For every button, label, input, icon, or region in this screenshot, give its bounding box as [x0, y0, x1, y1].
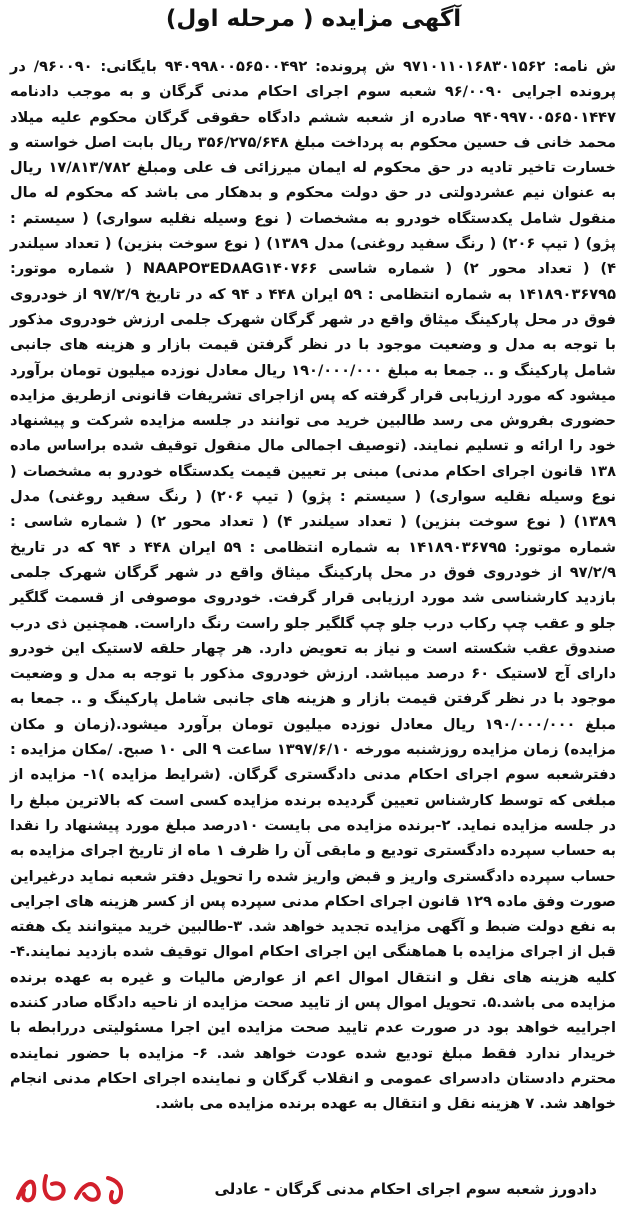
page-title: آگهی مزایده ( مرحله اول): [165, 6, 462, 32]
red-stamp-handwriting: [12, 1168, 132, 1208]
announcement-body: ش نامه: ۹۷۱۰۱۱۰۱۶۸۳۰۱۵۶۲ ش پرونده: ۹۴۰۹۹۸۰۰۵۶۵۰۰۴۹۲ بایگانی: ۹۶۰۰۹۰/ در پرونده اجرایی ۹۶/۰۰۹۰ شعبه سوم اجرای احکام مدنی گرگان و به موجب دادنامه ۹۴۰۹۹۷۰۰۵۶۵۰۱۴۴۷ صادره از شعبه ششم دادگاه حقوقی گرگان محکوم علیه میلاد محمد خانی ف حسین محکوم به پرداخت مبلغ ۳۵۶/۲۷۵/۶۴۸ ریال بابت اصل خواسته و خسارت تاخیر تادیه در حق محکوم له ایمان میرزائی ف علی ومبلغ ۱۷/۸۱۳/۷۸۲ ریال به عنوان نیم عشردولتی در حق دولت محکوم و بدهکار می باشد که محکوم له مال منقول شامل یکدستگاه خودرو به مشخصات ( نوع وسیله نقلیه سواری) ( سیستم : پژو) ( تیپ ۲۰۶) ( رنگ سفید روغنی) مدل ۱۳۸۹) ( نوع سوخت بنزین) ( تعداد سیلندر ۴) ( تعداد محور ۲) ( شماره شاسی NAAPO۳ED۸AG۱۴۰۷۶۶ ( شماره موتور: ۱۴۱۸۹۰۳۶۷۹۵ به شماره انتظامی : ۵۹ ایران ۴۴۸ د ۹۴ که در تاریخ ۹۷/۲/۹ از خودروی فوق در محل پارکینگ میثاق واقع در شهر گرگان شهرک جلمی ارزش خودروی مذکور با توجه به مدل و وضعیت موجود با در نظر گرفتن قیمت بازار و هزینه های جانبی شامل پارکینگ و .. جمعا به مبلغ ۱۹۰/۰۰۰/۰۰۰ ریال معادل نوزده میلیون تومان برآورد میشود که مورد ارزیابی قرار گرفته که پس ازاجرای تشریفات قانونی ازطریق مزایده حضوری بفروش می رسد طالبین خرید می توانند در جلسه مزایده شرکت و پیشنهاد خود را ارائه و تسلیم نمایند. (توصیف اجمالی مال منقول توقیف شده براساس ماده ۱۳۸ قانون اجرای احکام مدنی) مبنی بر تعیین قیمت یکدستگاه خودرو به مشخصات ( نوع وسیله نقلیه سواری) ( سیستم : پژو) ( تیپ ۲۰۶) ( رنگ سفید روغنی) مدل ۱۳۸۹) ( نوع سوخت بنزین) ( تعداد سیلندر ۴) ( تعداد محور ۲) ( شماره شاسی : شماره موتور: ۱۴۱۸۹۰۳۶۷۹۵ به شماره انتظامی : ۵۹ ایران ۴۴۸ د ۹۴ که در تاریخ ۹۷/۲/۹ از خودروی فوق در محل پارکینگ میثاق واقع در شهر گرگان شهرک جلمی بازدید کارشناسی شد مورد ارزیابی قرار گرفت. خودروی موصوفی از قسمت گلگیر جلو و عقب چپ رکاب درب جلو چپ گلگیر جلو راست رنگ داراست. همچنین ذی درب صندوق عقب شکسته است و نیاز به تعویض دارد. هر چهار حلقه لاستیک این خودرو دارای آج لاستیک ۶۰ درصد میباشد. ارزش خودروی مذکور با توجه به مدل و وضعیت موجود با در نظر گرفتن قیمت بازار و هزینه های جانبی شامل پارکینگ و .. جمعا به مبلغ ۱۹۰/۰۰۰/۰۰۰ ریال معادل نوزده میلیون تومان برآورد میشود.(زمان و مکان مزایده) زمان مزایده روزشنبه مورخه ۱۳۹۷/۶/۱۰ ساعت ۹ الی ۱۰ صبح. /مکان مزایده : دفترشعبه سوم اجرای احکام مدنی دادگستری گرگان. (شرایط مزایده )۱- مزایده از مبلغی که توسط کارشناس تعیین گردیده برنده مزایده کسی است که بالاترین مبلغ را در جلسه مزایده نماید. ۲-برنده مزایده می بایست ۱۰درصد مبلغ مورد پیشنهاد را نقدا به حساب سپرده دادگستری تودیع و مابقی آن را ظرف ۱ ماه از تاریخ اجرای مزایده به حساب سپرده دادگستری واریز و قبض واریز شده را تحویل دفتر شعبه نماید درغیراین صورت وفق ماده ۱۲۹ قانون اجرای احکام مدنی سپرده پس از کسر هزینه های اجرایی به نفع دولت ضبط و آگهی مزایده تجدید خواهد شد. ۳-طالبین خرید میتوانند یک هفته قبل از اجرای مزایده با هماهنگی این اجرای احکام اموال توقیف شده بازدید نمایند.۴- کلیه هزینه های نقل و انتقال اموال اعم از عوارض مالیات و غیره به عهده برنده مزایده می باشد.۵. تحویل اموال پس از تایید صحت مزایده از ناحیه دادگاه صادر کننده اجراییه خواهد بود در صورت عدم تایید صحت مزایده این اجرا مسئولیتی دررابطه با خریدار ندارد فقط مبلغ تودیع شده عودت خواهد شد. ۶- مزایده با حضور نماینده محترم دادستان دادسرای عمومی و انقلاب گرگان و نماینده اجرای احکام مدنی انجام خواهد شد. ۷ هزینه نقل و انتقال به عهده برنده مزایده می باشد.: [10, 58, 617, 1113]
signature-line: دادورز شعبه سوم اجرای احکام مدنی گرگان - عادلی: [214, 1180, 597, 1198]
